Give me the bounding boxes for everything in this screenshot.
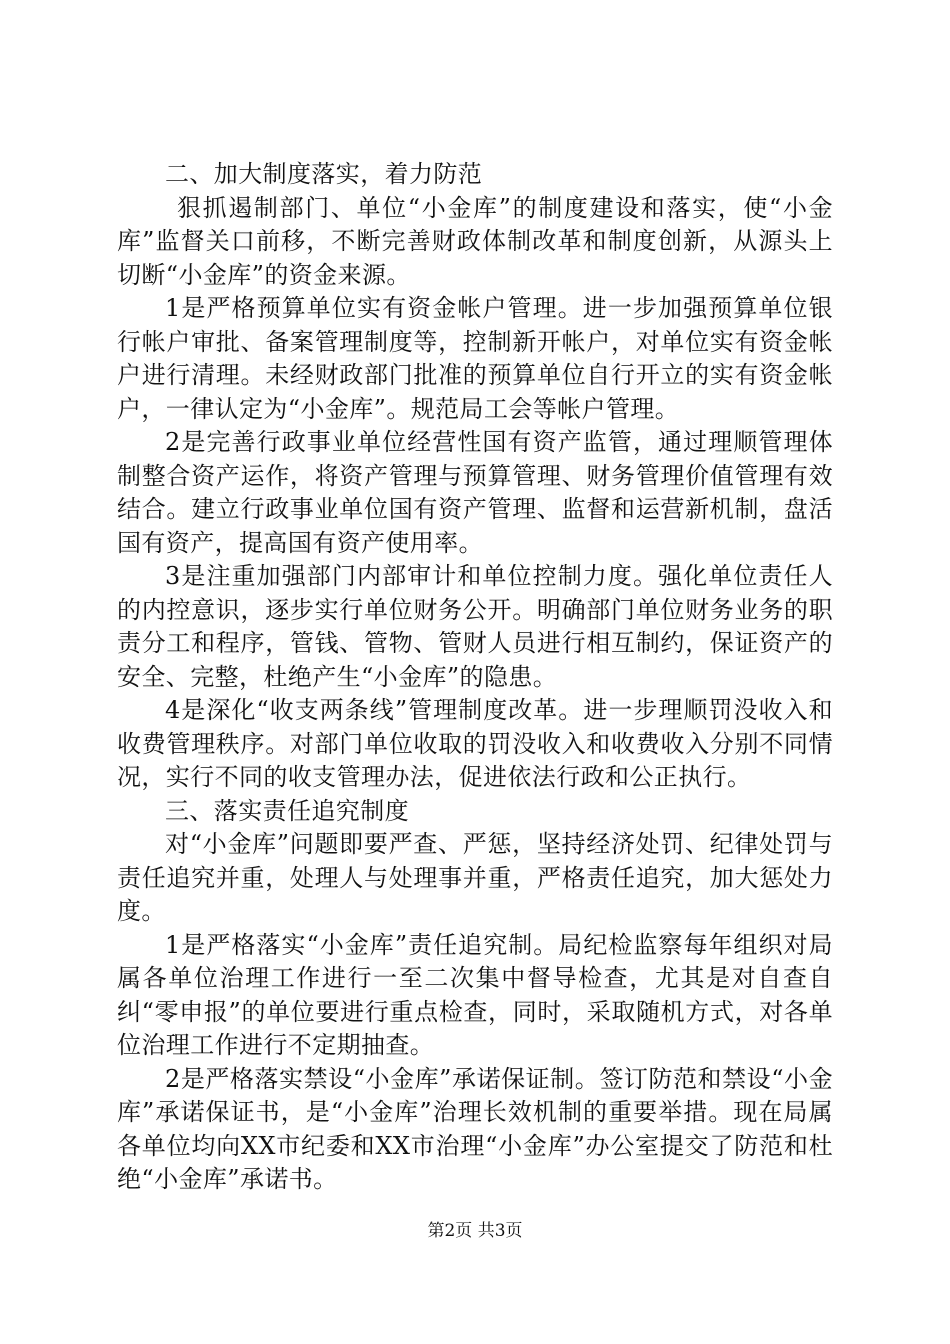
paragraph: 狠抓遏制部门、单位“小金库”的制度建设和落实，使“小金库”监督关口前移，不断完善财政体制改革和制度创新，从源头上切断“小金库”的资金来源。 [117,193,833,289]
paragraph: 3是注重加强部门内部审计和单位控制力度。强化单位责任人的内控意识，逐步实行单位财务公开。明确部门单位财务业务的职责分工和程序，管钱、管物、管财人员进行相互制约，保证资产的安全、完整，杜绝产生“小金库”的隐患。 [117,562,833,691]
paragraph: 对“小金库”问题即要严查、严惩，坚持经济处罚、纪律处罚与责任追究并重，处理人与处理事并重，严格责任追究，加大惩处力度。 [117,830,833,925]
paragraph: 4是深化“收支两条线”管理制度改革。进一步理顺罚没收入和收费管理秩序。对部门单位收取的罚没收入和收费收入分别不同情况，实行不同的收支管理办法，促进依法行政和公正执行。 [117,696,833,791]
page-number: 第2页 共3页 [427,1221,523,1241]
document-body [117,158,833,1197]
section-heading: 二、加大制度落实，着力防范 [165,160,483,188]
paragraph: 2是严格落实禁设“小金库”承诺保证制。签订防范和禁设“小金库”承诺保证书，是“小金库”治理长效机制的重要举措。现在局属各单位均向XX市纪委和XX市治理“小金库”办公室提交了防范和杜绝“小金库”承诺书。 [117,1064,833,1193]
section-heading: 三、落实责任追究制度 [165,796,409,825]
paragraph: 1是严格落实“小金库”责任追究制。局纪检监察每年组织对局属各单位治理工作进行一至二次集中督导检查，尤其是对自查自纠“零申报”的单位要进行重点检查，同时，采取随机方式，对各单位治理工作进行不定期抽查。 [117,930,833,1059]
paragraph: 2是完善行政事业单位经营性国有资产监管，通过理顺管理体制整合资产运作，将资产管理与预算管理、财务管理价值管理有效结合。建立行政事业单位国有资产管理、监督和运营新机制，盘活国有资产，提高国有资产使用率。 [117,428,833,557]
paragraph: 1是严格预算单位实有资金帐户管理。进一步加强预算单位银行帐户审批、备案管理制度等，控制新开帐户，对单位实有资金帐户进行清理。未经财政部门批准的预算单位自行开立的实有资金帐户，一律认定为“小金库”。规范局工会等帐户管理。 [117,294,833,423]
